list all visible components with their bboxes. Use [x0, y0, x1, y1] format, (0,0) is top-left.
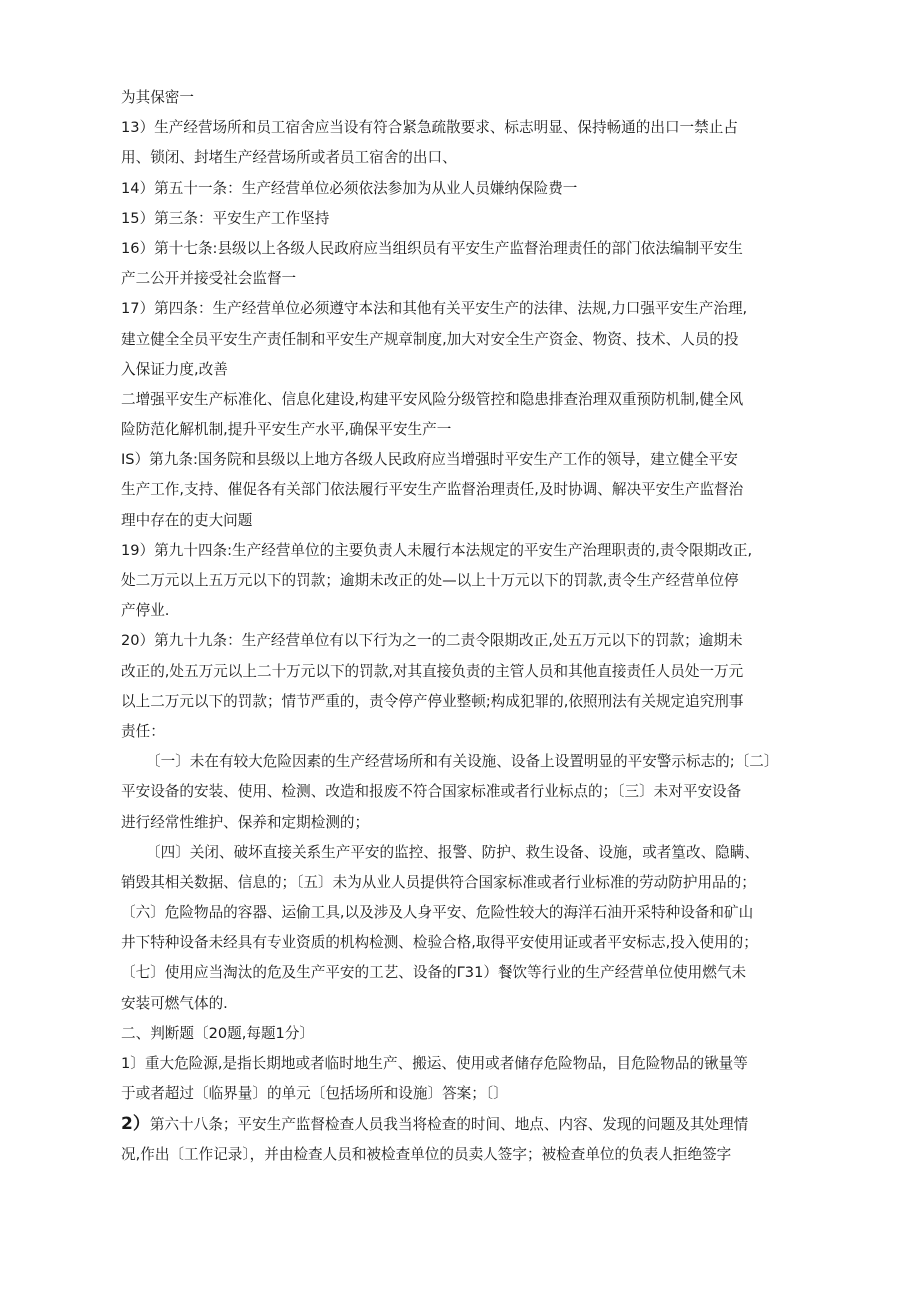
text-line: 销毁其相关数据、信息的；〔五〕未为从业人员提供符合国家标准或者行业标准的劳动防护用品的； [121, 873, 756, 891]
text-line: 责任： [121, 722, 165, 740]
text-line: 井下特种设备未经具有专业资质的机构检测、检验合格,取得平安使用证或者平安标志,投入使用的； [121, 934, 758, 952]
text-line: 理中存在的吏大问题 [121, 511, 253, 529]
text-line: 〔一〕未在有较大危险因素的生产经营场所和有关设施、设备上设置明显的平安警示标志的;〔二〕 [146, 753, 779, 771]
text-line [121, 1109, 801, 1139]
text-line: 安装可燃气体的. [121, 994, 228, 1012]
item-number: 2） [121, 1114, 150, 1135]
text-line: 16）第十七条:县级以上各级人民政府应当组织员有平安生产监督治理责任的部门依法编制平安生 [121, 239, 743, 257]
text-line: 〔七〕使用应当淘汰的危及生产平安的工艺、设备的Γ31）餐饮等行业的生产经营单位使用燃气未 [121, 964, 747, 982]
text-line: 入保证力度,改善 [121, 360, 228, 378]
text-line: 为其保密一 [121, 89, 194, 106]
text-line: 建立健全全员平安生产责任制和平安生产规章制度,加大对安全生产资金、物资、技术、人员的投 [121, 330, 739, 348]
text-line: 〔六〕危险物品的容器、运偷工具,以及涉及人身平安、危险性较大的海洋石油开采特种设备和矿山 [121, 904, 754, 922]
text-line: 进行经常性维护、保养和定期检测的； [121, 813, 370, 831]
text-line: 二增强平安生产标准化、信息化建设,构建平安风险分级管控和隐患排查治理双重预防机制,健全风 [121, 390, 744, 408]
document-body [121, 83, 801, 1170]
text-line: 15）第三条：平安生产工作坚持 [121, 209, 330, 227]
text-line: 1〕重大危险源,是指长期地或者临时地生产、搬运、使用或者储存危险物品，目危险物品的锹量等 [121, 1055, 748, 1072]
text-line: 产二公开并接受社会监督一 [121, 270, 297, 288]
text-line: IS）第九条:国务院和县级以上地方各级人民政府应当增强时平安生产工作的领导，建立健全平安 [121, 451, 738, 469]
text-line: 改正的,处五万元以上二十万元以下的罚款,对其直接负责的主管人员和其他直接责任人员处一万元 [121, 662, 744, 680]
text-line: 〔四〕关闭、破坏直接关系生产平安的监控、报警、防护、救生设备、设施，或者篁改、隐瞒、 [146, 843, 759, 861]
text-line: 况,作出〔工作记录〕，并由检查人员和被检查单位的员卖人签字；被检查单位的负表人拒绝签字 [121, 1145, 732, 1163]
text-line: 用、锁闭、封堵生产经营场所或者员工宿舍的出口、 [121, 149, 457, 167]
text-line: 以上二万元以下的罚款；情节严重的，责令停产停业整顿;构成犯罪的,依照刑法有关规定追究刑事 [121, 692, 744, 710]
text-run: 第六十八条；平安生产监督检查人员我当将检查的时间、地点、内容、发现的问题及其处理情 [149, 1116, 749, 1134]
text-line: 处二万元以上五万元以下的罚款；逾期未改正的处—以上十万元以下的罚款,责令生产经营单位停 [121, 572, 739, 589]
text-line: 17）第四条：生产经营单位必须遵守本法和其他有关平安生产的法律、法规,力口强平安生产治理, [121, 300, 748, 318]
section-heading: 二、判断题〔20题,每题1分〕 [121, 1024, 315, 1042]
text-line: 13）生产经营场所和员工宿舍应当设有符合紧急疏散要求、标志明显、保持畅通的出口一禁止占 [121, 119, 738, 137]
text-line: 平安设备的安装、使用、检测、改造和报废不符合国家标准或者行业标点的；〔三〕未对平安设备 [121, 783, 742, 801]
text-line: 于或者超过〔临界量〕的单元〔包括场所和设施〕答案；〔〕 [121, 1085, 508, 1103]
text-line: 生产工作,支持、催促各有关部门依法履行平安生产监督治理责任,及时协调、解决平安生产监督治 [121, 481, 744, 499]
text-line: 14）第五十一条：生产经营单位必须依法参加为从业人员嫌纳保险费一 [121, 179, 578, 197]
text-line: 19）第九十四条:生产经营单位的主要负责人未履行本法规定的平安生产治理职责的,责令限期改正, [121, 541, 753, 559]
text-line: 产停业. [121, 602, 170, 620]
text-line: 20）第九十九条：生产经营单位有以下行为之一的二责令限期改正,处五万元以下的罚款；逾期未 [121, 632, 743, 650]
text-line: 险防范化解机制,提升平安生产水平,确保平安生产一 [121, 421, 452, 439]
